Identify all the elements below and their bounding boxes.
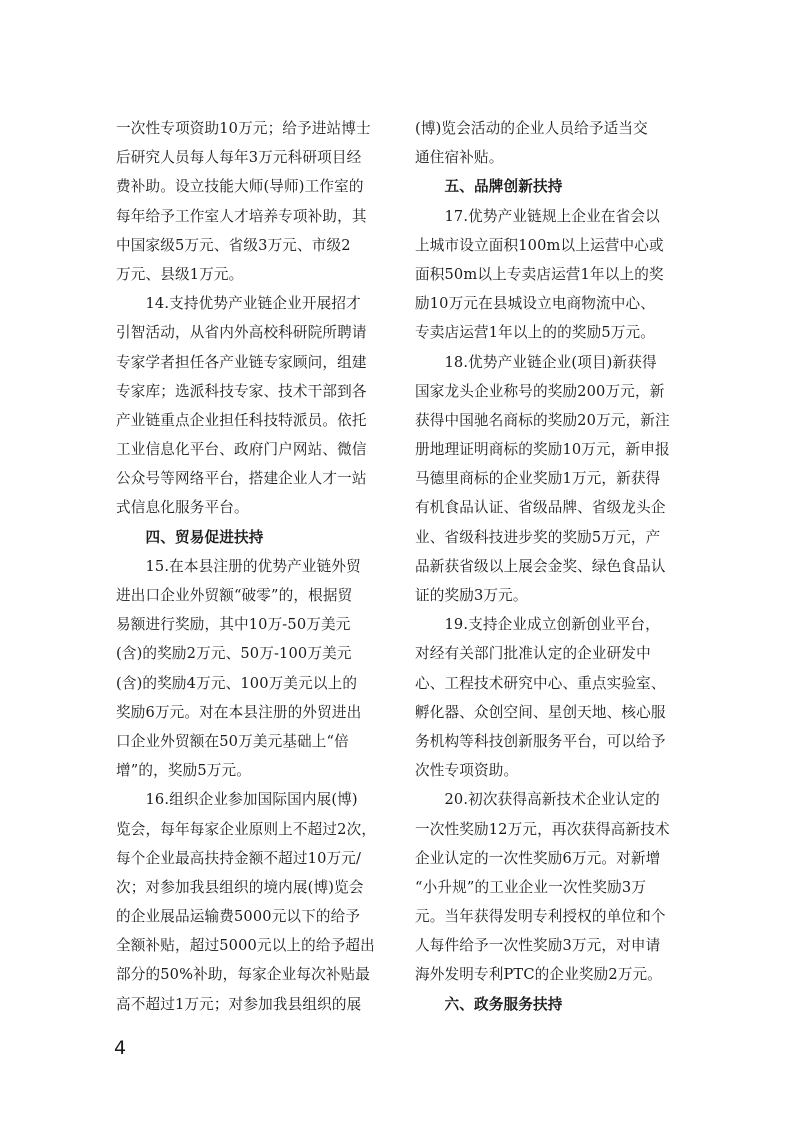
section-heading-brand: 五、品牌创新扶持 xyxy=(415,178,563,196)
text-line: 业、省级科技进步奖的奖励5万元，产 xyxy=(415,528,661,546)
text-line: 务机构等科技创新服务平台，可以给予 xyxy=(415,732,666,750)
text-line: 上城市设立面积100m以上运营中心或 xyxy=(415,236,664,254)
text-line: 后研究人员每人每年3万元科研项目经 xyxy=(116,149,362,167)
text-line: 心、工程技术研究中心、重点实验室、 xyxy=(415,674,666,692)
text-line: 获得中国驰名商标的奖励20万元，新注 xyxy=(415,411,670,429)
text-line: 高不超过1万元；对参加我县组织的展 xyxy=(116,995,362,1013)
text-line: 奖励6万元。对在本县注册的外贸进出 xyxy=(116,703,362,721)
text-line: 人每件给予一次性奖励3万元，对申请 xyxy=(415,937,661,955)
text-line: 每年给予工作室人才培养专项补助，其 xyxy=(116,207,367,225)
text-line: 每个企业最高扶持金额不超过10万元/ xyxy=(116,849,362,867)
text-line: 册地理证明商标的奖励10万元，新申报 xyxy=(415,441,670,459)
text-line: 览会，每年每家企业原则上不超过2次， xyxy=(116,820,377,838)
section-heading-government: 六、政务服务扶持 xyxy=(415,995,563,1013)
text-line: 产业链重点企业担任科技特派员。依托 xyxy=(116,411,367,429)
text-line: 孵化器、众创空间、星创天地、核心服 xyxy=(415,703,666,721)
text-line: 20.初次获得高新技术企业认定的 xyxy=(415,791,660,809)
text-line: (含)的奖励2万元、50万-100万美元 xyxy=(116,645,352,663)
text-line: 19.支持企业成立创新创业平台， xyxy=(415,616,660,634)
text-line: 15.在本县注册的优势产业链外贸 xyxy=(116,557,361,575)
text-line: 全额补贴，超过5000元以上的给予超出 xyxy=(116,937,375,955)
text-line: (含)的奖励4万元、100万美元以上的 xyxy=(116,674,358,692)
text-line: 工业信息化平台、政府门户网站、微信 xyxy=(116,441,367,459)
text-line: 14.支持优势产业链企业开展招才 xyxy=(116,295,361,313)
text-line: 次；对参加我县组织的境内展(博)览会 xyxy=(116,878,364,896)
text-line: “小升规”的工业企业一次性奖励3万 xyxy=(415,878,647,896)
text-line: 面积50m以上专卖店运营1年以上的奖 xyxy=(415,265,664,283)
text-line: 易额进行奖励，其中10万-50万美元 xyxy=(116,616,351,634)
text-line: (博)览会活动的企业人员给予适当交 xyxy=(415,120,648,137)
text-line: 有机食品认证、省级品牌、省级龙头企 xyxy=(415,499,666,517)
text-line: 专卖店运营1年以上的的奖励5万元。 xyxy=(415,324,656,342)
text-line: 17.优势产业链规上企业在省会以 xyxy=(415,207,660,225)
text-line: 口企业外贸额在50万美元基础上“倍 xyxy=(116,732,349,750)
text-line: 一次性奖励12万元，再次获得高新技术 xyxy=(415,820,670,838)
text-line: 国家龙头企业称号的奖励200万元，新 xyxy=(415,382,665,400)
text-line: 专家库；选派科技专家、技术干部到各 xyxy=(116,382,367,400)
text-line: 通住宿补贴。 xyxy=(415,149,504,167)
section-heading-trade: 四、贸易促进扶持 xyxy=(116,528,264,546)
text-line: 中国家级5万元、省级3万元、市级2 xyxy=(116,236,351,254)
text-line: 式信息化服务平台。 xyxy=(116,499,249,517)
text-line: 16.组织企业参加国际国内展(博) xyxy=(116,791,358,809)
text-line: 增”的，奖励5万元。 xyxy=(116,762,251,780)
text-line: 海外发明专利PTC的企业奖励2万元。 xyxy=(415,966,663,984)
text-line: 的企业展品运输费5000元以下的给予 xyxy=(116,908,361,926)
page-number: 4 xyxy=(114,1037,127,1059)
text-line: 马德里商标的企业奖励1万元，新获得 xyxy=(415,470,661,488)
text-line: 费补助。设立技能大师(导师)工作室的 xyxy=(116,178,364,196)
text-line: 18.优势产业链企业(项目)新获得 xyxy=(415,353,657,371)
text-line: 专家学者担任各产业链专家顾问，组建 xyxy=(116,353,367,371)
text-line: 一次性专项资助10万元；给予进站博士 xyxy=(116,120,371,137)
text-line: 证的奖励3万元。 xyxy=(415,587,528,604)
text-line: 企业认定的一次性奖励6万元。对新增 xyxy=(415,849,661,867)
text-line: 引智活动，从省内外高校科研院所聘请 xyxy=(116,324,367,342)
text-line: 品新获省级以上展会金奖、绿色食品认 xyxy=(415,557,666,575)
right-column xyxy=(415,114,693,1019)
text-line: 励10万元在县城设立电商物流中心、 xyxy=(415,295,656,313)
text-line: 对经有关部门批准认定的企业研发中 xyxy=(415,645,651,663)
text-line: 公众号等网络平台，搭建企业人才一站 xyxy=(116,470,367,488)
text-line: 万元、县级1万元。 xyxy=(116,265,244,283)
text-line: 次性专项资助。 xyxy=(415,762,519,780)
left-column xyxy=(116,114,394,1019)
text-line: 元。当年获得发明专利授权的单位和个 xyxy=(415,908,666,926)
text-line: 进出口企业外贸额“破零”的，根据贸 xyxy=(116,587,353,604)
text-line: 部分的50%补助，每家企业每次补贴最 xyxy=(116,966,371,984)
